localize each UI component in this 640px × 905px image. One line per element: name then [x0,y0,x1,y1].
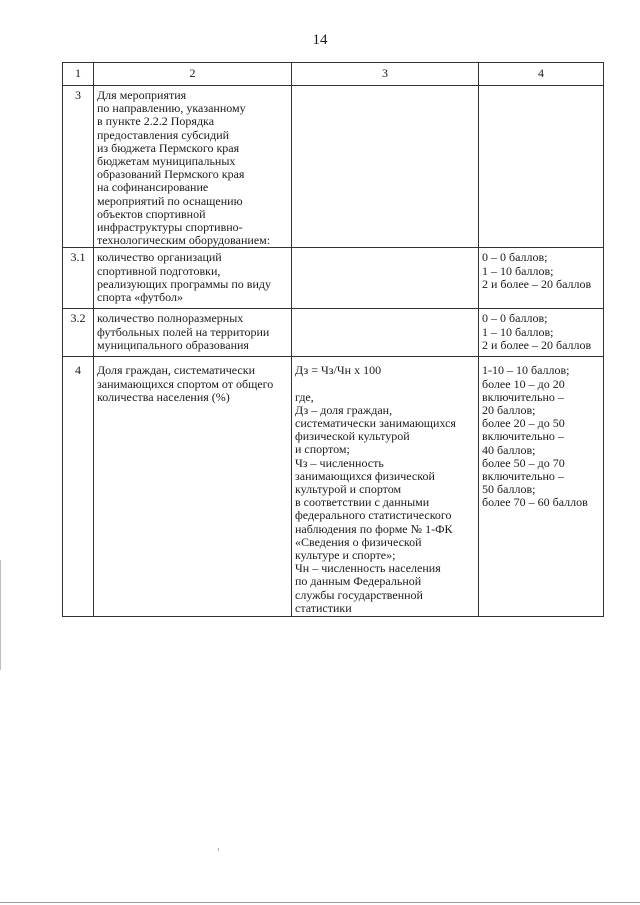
table-row [63,357,604,617]
header-cell-1: 1 [63,63,94,86]
criteria-table [62,62,604,617]
criterion-cell: количество организаций спортивной подготовки, реализующих программы по виду спорта «футбол» [94,248,292,309]
header-cell-2: 2 [94,63,292,86]
scores-cell [479,86,604,248]
scan-bottom-line [0,902,640,903]
page-number: 14 [312,32,328,48]
criterion-cell: количество полноразмерных футбольных полей на территории муниципального образования [94,309,292,357]
row-number: 3 [63,86,94,248]
scan-edge-line [0,560,1,670]
table-row [63,86,604,248]
row-number: 3.2 [63,309,94,357]
scores-cell: 0 – 0 баллов; 1 – 10 баллов; 2 и более – 20 баллов [479,248,604,309]
header-cell-3: 3 [292,63,479,86]
formula-cell [292,248,479,309]
scores-cell: 1-10 – 10 баллов; более 10 – до 20 включительно – 20 баллов; более 20 – до 50 включительно – 40 баллов; более 50 – до 70 включительно – 50 баллов; более 70 – 60 баллов [479,357,604,617]
criterion-cell: Для мероприятия по направлению, указанному в пункте 2.2.2 Порядка предоставления субсидий из бюджета Пермского края бюджетам муниципальных образований Пермского края на софинансирование мероприятий по оснащению объектов спортивной инфраструктуры спортивно- технологическим оборудованием: [94,86,292,248]
formula-cell [292,357,479,617]
header-cell-4: 4 [479,63,604,86]
criterion-cell: Доля граждан, систематически занимающихся спортом от общего количества населения (%) [94,357,292,617]
formula-cell [292,86,479,248]
table-header-row [63,63,604,86]
row-number: 4 [63,357,94,617]
row-number: 3.1 [63,248,94,309]
formula-cell [292,309,479,357]
formula-text: Дз = Чз/Чн х 100 [295,363,382,378]
scores-cell: 0 – 0 баллов; 1 – 10 баллов; 2 и более – 20 баллов [479,309,604,357]
formula-explanation: где, Дз – доля граждан, систематически занимающихся физической культурой и спортом; Чз – численность занимающихся физической культурой и спортом в соответствии с данными федерального статистического наблюдения по форме № 1-ФК «Сведения о физической культуре и спорте»; Чн – численность населения по данным Федеральной службы государственной статистики [295,389,456,615]
scan-speck [218,848,219,851]
table-row [63,309,604,357]
table-row [63,248,604,309]
